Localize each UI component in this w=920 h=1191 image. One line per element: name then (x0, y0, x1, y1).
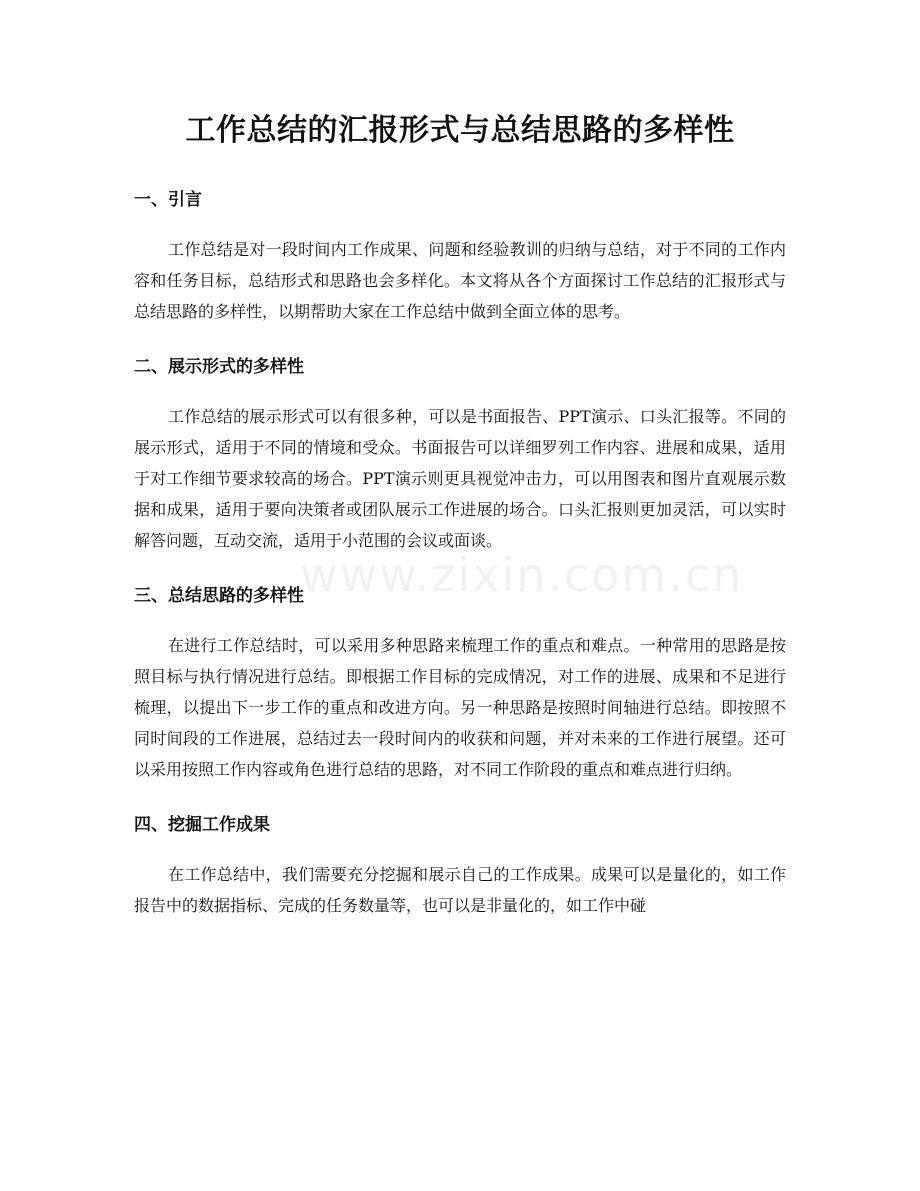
section-heading-presentation-forms: 二、展示形式的多样性 (134, 356, 304, 377)
section-paragraph-summary-approaches: 在进行工作总结时，可以采用多种思路来梳理工作的重点和难点。一种常用的思路是按照目标与执行情况进行总结。即根据工作目标的完成情况，对工作的进展、成果和不足进行梳理，以提出下一步工作的重点和改进方向。另一种思路是按照时间轴进行总结。即按照不同时间段的工作进展，总结过去一段时间内的收获和问题，并对未来的工作进行展望。还可以采用按照工作内容或角色进行总结的思路，对不同工作阶段的重点和难点进行归纳。 (134, 635, 786, 780)
document-title: 工作总结的汇报形式与总结思路的多样性 (185, 113, 735, 148)
section-paragraph-presentation-forms: 工作总结的展示形式可以有很多种，可以是书面报告、PPT演示、口头汇报等。不同的展示形式，适用于不同的情境和受众。书面报告可以详细罗列工作内容、进展和成果，适用于对工作细节要求较高的场合。PPT演示则更具视觉冲击力，可以用图表和图片直观展示数据和成果，适用于要向决策者或团队展示工作进展的场合。口头汇报则更加灵活，可以实时解答问题，互动交流，适用于小范围的会议或面谈。 (134, 406, 786, 551)
section-paragraph-work-results: 在工作总结中，我们需要充分挖掘和展示自己的工作成果。成果可以是量化的，如工作报告中的数据指标、完成的任务数量等，也可以是非量化的，如工作中碰 (134, 864, 786, 915)
section-heading-summary-approaches: 三、总结思路的多样性 (134, 585, 304, 606)
watermark: www.zixin.com.cn (300, 548, 744, 602)
section-paragraph-introduction: 工作总结是对一段时间内工作成果、问题和经验教训的归纳与总结，对于不同的工作内容和任务目标，总结形式和思路也会多样化。本文将从各个方面探讨工作总结的汇报形式与总结思路的多样性，以期帮助大家在工作总结中做到全面立体的思考。 (134, 240, 786, 322)
section-heading-introduction: 一、引言 (134, 190, 202, 210)
section-heading-work-results: 四、挖掘工作成果 (134, 814, 270, 835)
